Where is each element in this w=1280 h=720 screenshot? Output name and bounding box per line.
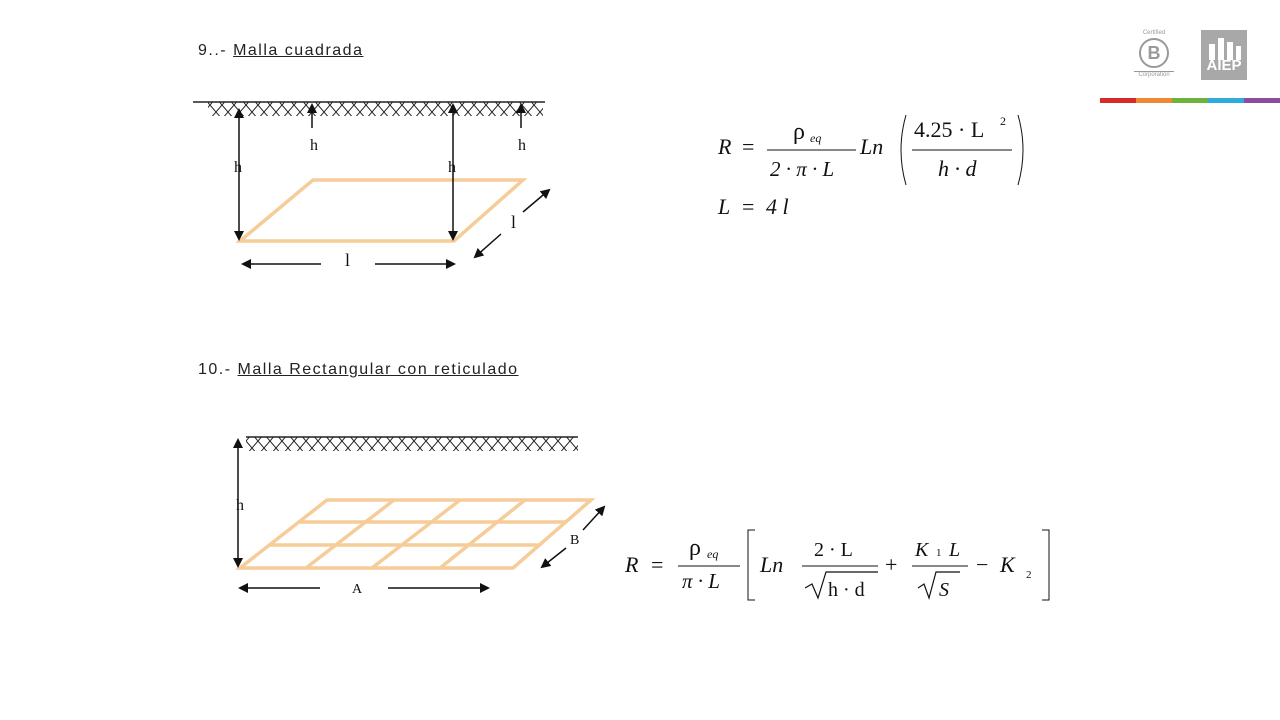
label-h-3: h <box>448 159 456 176</box>
f3-K1: K <box>915 539 929 561</box>
label-A: A <box>352 582 363 597</box>
f3-minus: − <box>976 552 989 577</box>
f3-K2: K <box>1000 552 1015 577</box>
grid-col-1 <box>306 500 394 568</box>
f3-K1-sub: 1 <box>936 547 942 559</box>
bcorp-bottom-text: Corporation <box>1134 71 1174 78</box>
rectangular-grid-mesh <box>240 500 591 568</box>
f3-den1: h · d <box>828 579 865 601</box>
f3-plus: + <box>885 552 898 577</box>
f3-ln: Ln <box>760 552 784 577</box>
f2-L: L <box>718 194 731 219</box>
square-mesh <box>240 180 523 241</box>
f3-bracket-left <box>748 530 755 600</box>
rectangular-mesh-diagram <box>236 437 604 597</box>
f3-S: S <box>939 579 949 601</box>
f1-superscript: 2 <box>1000 114 1006 128</box>
f3-num1: 2 · L <box>814 539 853 561</box>
aiep-text: AIEP <box>1206 57 1242 74</box>
square-mesh-diagram <box>193 102 549 270</box>
section-9-number: 9..- <box>198 42 228 59</box>
f3-equals: = <box>651 552 664 577</box>
f3-K2-sub: 2 <box>1026 569 1032 581</box>
label-width-l: l <box>345 250 351 270</box>
side-arrow-b-bottom <box>542 548 566 567</box>
label-h-2: h <box>310 137 318 154</box>
f1-denominator: 2 · π · L <box>770 157 835 181</box>
formula-r-square <box>717 114 1023 185</box>
bcorp-top-text: Certified <box>1142 30 1166 36</box>
formula-r-grid <box>624 530 1049 601</box>
ground-hatch <box>208 102 543 116</box>
f2-rhs: 4 l <box>766 194 789 219</box>
section-9-title: Malla cuadrada <box>233 42 364 59</box>
side-arrow-top <box>523 190 549 212</box>
label-h-1: h <box>234 159 242 176</box>
label-side-l: l <box>511 212 517 232</box>
f1-equals: = <box>742 134 755 159</box>
f1-rho-sub: eq <box>810 131 822 145</box>
f1-inner-denominator: h · d <box>938 156 977 181</box>
grid-col-2 <box>372 500 460 568</box>
ground-hatch-2 <box>246 437 578 451</box>
f1-paren-right <box>1018 115 1023 185</box>
f2-equals: = <box>742 194 755 219</box>
f3-denominator: π · L <box>682 569 720 593</box>
formula-l <box>717 194 789 219</box>
f1-ln: Ln <box>860 134 884 159</box>
label-h-4: h <box>518 137 526 154</box>
section-10-title: Malla Rectangular con reticulado <box>237 361 519 378</box>
label-B: B <box>570 533 580 548</box>
side-arrow-bottom <box>475 234 501 257</box>
bcorp-letter: B <box>1147 43 1161 63</box>
f1-inner-numerator: 4.25 · L <box>914 117 985 142</box>
label-h-5: h <box>236 497 244 514</box>
f3-K1-L: L <box>949 539 961 561</box>
f1-R: R <box>718 134 732 159</box>
f1-paren-left <box>901 115 906 185</box>
f3-R: R <box>625 552 639 577</box>
f3-rho: ρ <box>689 535 701 561</box>
section-10-number: 10.- <box>198 361 232 378</box>
grid-col-3 <box>440 500 525 568</box>
f3-rho-sub: eq <box>707 547 719 561</box>
side-arrow-b-top <box>583 507 604 530</box>
f3-bracket-right <box>1042 530 1049 600</box>
f1-rho: ρ <box>793 119 805 145</box>
